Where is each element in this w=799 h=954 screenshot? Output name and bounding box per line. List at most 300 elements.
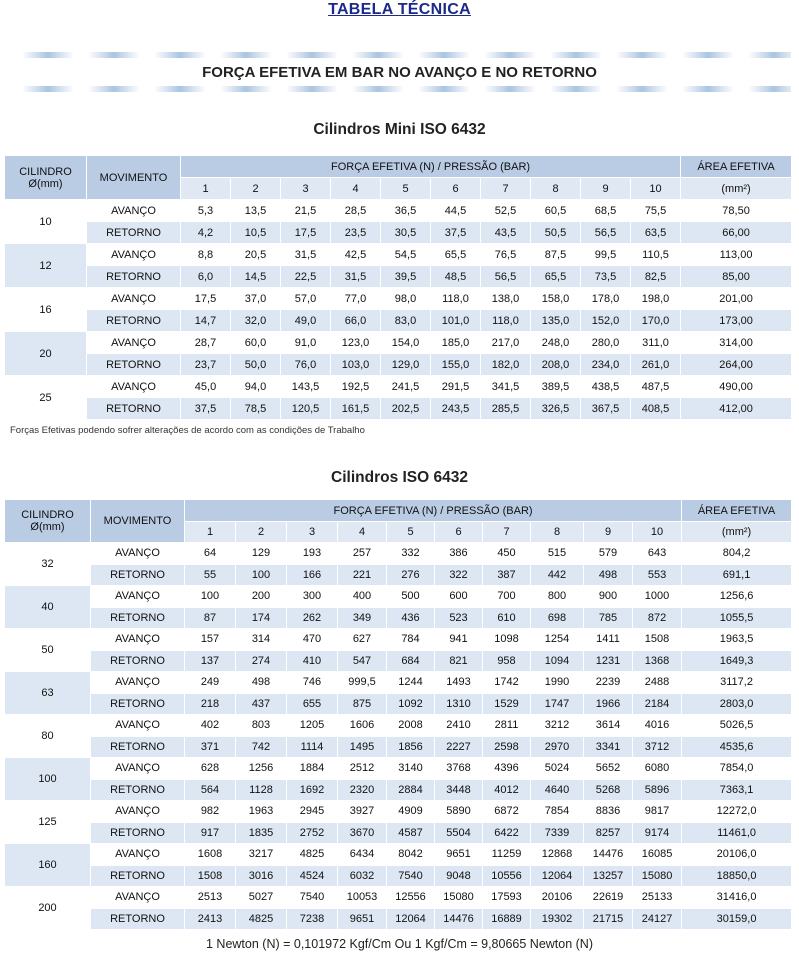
force-value-cell: 6032 xyxy=(338,865,387,887)
force-value-cell: 241,5 xyxy=(381,376,431,398)
force-value-cell: 1094 xyxy=(531,650,584,672)
force-value-cell: 28,7 xyxy=(181,332,231,354)
force-value-cell: 7339 xyxy=(531,822,584,844)
area-unit-header: (mm²) xyxy=(681,178,792,200)
movement-cell: RETORNO xyxy=(91,693,185,715)
force-value-cell: 100 xyxy=(236,564,287,586)
cylinder-diameter-cell: 20 xyxy=(5,332,87,376)
cylinder-diameter-cell: 63 xyxy=(5,672,91,715)
force-value-cell: 523 xyxy=(435,607,483,629)
force-value-cell: 82,5 xyxy=(631,266,681,288)
force-value-cell: 50,0 xyxy=(231,354,281,376)
force-value-cell: 31,5 xyxy=(331,266,381,288)
force-value-cell: 9651 xyxy=(338,908,387,930)
table-row xyxy=(5,908,792,930)
movement-cell: AVANÇO xyxy=(91,672,185,694)
force-value-cell: 1529 xyxy=(483,693,531,715)
working-conditions-note: Forças Efetivas podendo sofrer alterações de acordo com as condições de Trabalho xyxy=(10,425,365,436)
cilindro-header xyxy=(5,156,87,200)
force-value-cell: 65,5 xyxy=(531,266,581,288)
force-value-cell: 32,0 xyxy=(231,310,281,332)
force-value-cell: 192,5 xyxy=(331,376,381,398)
table-row xyxy=(5,244,792,266)
table-row xyxy=(5,376,792,398)
force-value-cell: 123,0 xyxy=(331,332,381,354)
effective-area-cell: 1055,5 xyxy=(682,607,792,629)
force-value-cell: 349 xyxy=(338,607,387,629)
force-value-cell: 21715 xyxy=(584,908,633,930)
cylinder-diameter-cell: 100 xyxy=(5,758,91,801)
force-value-cell: 785 xyxy=(584,607,633,629)
pressure-header: 3 xyxy=(281,178,331,200)
force-value-cell: 234,0 xyxy=(581,354,631,376)
movement-cell: RETORNO xyxy=(87,354,181,376)
force-value-cell: 8836 xyxy=(584,801,633,823)
force-value-cell: 31,5 xyxy=(281,244,331,266)
force-value-cell: 872 xyxy=(633,607,682,629)
force-value-cell: 14,5 xyxy=(231,266,281,288)
force-value-cell: 155,0 xyxy=(431,354,481,376)
force-value-cell: 12064 xyxy=(387,908,435,930)
force-value-cell: 152,0 xyxy=(581,310,631,332)
force-value-cell: 5024 xyxy=(531,758,584,780)
force-value-cell: 64 xyxy=(185,543,236,565)
cylinder-diameter-cell: 200 xyxy=(5,887,91,930)
force-value-cell: 5890 xyxy=(435,801,483,823)
force-value-cell: 17,5 xyxy=(281,222,331,244)
force-value-cell: 498 xyxy=(584,564,633,586)
table-row xyxy=(5,693,792,715)
force-value-cell: 3140 xyxy=(387,758,435,780)
movement-cell: RETORNO xyxy=(91,908,185,930)
force-value-cell: 2598 xyxy=(483,736,531,758)
force-value-cell: 698 xyxy=(531,607,584,629)
table-row xyxy=(5,354,792,376)
force-value-cell: 3212 xyxy=(531,715,584,737)
force-value-cell: 900 xyxy=(584,586,633,608)
table-row xyxy=(5,844,792,866)
movement-cell: RETORNO xyxy=(91,607,185,629)
force-value-cell: 3016 xyxy=(236,865,287,887)
force-value-cell: 2320 xyxy=(338,779,387,801)
iso-section-title: Cilindros ISO 6432 xyxy=(331,469,468,486)
force-value-cell: 1411 xyxy=(584,629,633,651)
force-value-cell: 1000 xyxy=(633,586,682,608)
banner-top-wave xyxy=(8,52,791,58)
force-value-cell: 5896 xyxy=(633,779,682,801)
area-header: ÁREA EFETIVA xyxy=(682,500,792,522)
movement-cell: AVANÇO xyxy=(87,244,181,266)
force-value-cell: 261,0 xyxy=(631,354,681,376)
cylinder-diameter-cell: 10 xyxy=(5,200,87,244)
force-value-cell: 3927 xyxy=(338,801,387,823)
force-value-cell: 120,5 xyxy=(281,398,331,420)
force-value-cell: 13257 xyxy=(584,865,633,887)
pressure-header: 7 xyxy=(483,522,531,543)
force-value-cell: 221 xyxy=(338,564,387,586)
force-value-cell: 6434 xyxy=(338,844,387,866)
effective-area-cell: 7854,0 xyxy=(682,758,792,780)
force-value-cell: 746 xyxy=(287,672,338,694)
force-value-cell: 78,5 xyxy=(231,398,281,420)
force-value-cell: 10556 xyxy=(483,865,531,887)
force-value-cell: 43,5 xyxy=(481,222,531,244)
force-value-cell: 643 xyxy=(633,543,682,565)
table-row xyxy=(5,266,792,288)
cilindro-header-line2: Ø(mm) xyxy=(28,177,63,190)
movement-cell: AVANÇO xyxy=(91,586,185,608)
force-value-cell: 300 xyxy=(287,586,338,608)
force-value-cell: 170,0 xyxy=(631,310,681,332)
force-value-cell: 2184 xyxy=(633,693,682,715)
pressure-header: 9 xyxy=(584,522,633,543)
table-row xyxy=(5,629,792,651)
force-value-cell: 65,5 xyxy=(431,244,481,266)
effective-area-cell: 7363,1 xyxy=(682,779,792,801)
force-value-cell: 198,0 xyxy=(631,288,681,310)
force-value-cell: 1835 xyxy=(236,822,287,844)
force-value-cell: 941 xyxy=(435,629,483,651)
effective-area-cell: 173,00 xyxy=(681,310,792,332)
effective-area-cell: 1256,6 xyxy=(682,586,792,608)
effective-area-cell: 2803,0 xyxy=(682,693,792,715)
force-value-cell: 25133 xyxy=(633,887,682,909)
force-value-cell: 400 xyxy=(338,586,387,608)
force-value-cell: 1856 xyxy=(387,736,435,758)
force-value-cell: 700 xyxy=(483,586,531,608)
force-value-cell: 23,7 xyxy=(181,354,231,376)
pressure-header: 4 xyxy=(338,522,387,543)
force-value-cell: 498 xyxy=(236,672,287,694)
cylinder-diameter-cell: 16 xyxy=(5,288,87,332)
force-value-cell: 22619 xyxy=(584,887,633,909)
force-value-cell: 2513 xyxy=(185,887,236,909)
force-value-cell: 367,5 xyxy=(581,398,631,420)
force-value-cell: 402 xyxy=(185,715,236,737)
pressure-header: 9 xyxy=(581,178,631,200)
movement-cell: RETORNO xyxy=(87,398,181,420)
force-value-cell: 3341 xyxy=(584,736,633,758)
force-value-cell: 437 xyxy=(236,693,287,715)
movement-cell: RETORNO xyxy=(91,865,185,887)
effective-area-cell: 314,00 xyxy=(681,332,792,354)
force-value-cell: 4524 xyxy=(287,865,338,887)
pressure-header: 10 xyxy=(631,178,681,200)
force-value-cell: 262 xyxy=(287,607,338,629)
force-value-cell: 16085 xyxy=(633,844,682,866)
effective-area-cell: 412,00 xyxy=(681,398,792,420)
force-value-cell: 655 xyxy=(287,693,338,715)
force-value-cell: 98,0 xyxy=(381,288,431,310)
effective-area-cell: 804,2 xyxy=(682,543,792,565)
force-value-cell: 182,0 xyxy=(481,354,531,376)
movimento-header: MOVIMENTO xyxy=(87,156,181,200)
force-value-cell: 553 xyxy=(633,564,682,586)
cylinder-diameter-cell: 50 xyxy=(5,629,91,672)
force-value-cell: 243,5 xyxy=(431,398,481,420)
table-row xyxy=(5,310,792,332)
force-value-cell: 579 xyxy=(584,543,633,565)
mini-iso-table xyxy=(4,155,792,420)
table-row xyxy=(5,887,792,909)
force-value-cell: 12868 xyxy=(531,844,584,866)
force-value-cell: 257 xyxy=(338,543,387,565)
table-row xyxy=(5,543,792,565)
cilindro-header-line2: Ø(mm) xyxy=(30,521,65,533)
force-value-cell: 12556 xyxy=(387,887,435,909)
table-row xyxy=(5,288,792,310)
force-value-cell: 217,0 xyxy=(481,332,531,354)
force-value-cell: 103,0 xyxy=(331,354,381,376)
force-value-cell: 627 xyxy=(338,629,387,651)
force-value-cell: 1606 xyxy=(338,715,387,737)
force-value-cell: 2413 xyxy=(185,908,236,930)
force-value-cell: 101,0 xyxy=(431,310,481,332)
force-value-cell: 17,5 xyxy=(181,288,231,310)
movement-cell: RETORNO xyxy=(87,222,181,244)
cylinder-diameter-cell: 12 xyxy=(5,244,87,288)
force-value-cell: 143,5 xyxy=(281,376,331,398)
effective-area-cell: 490,00 xyxy=(681,376,792,398)
force-value-cell: 49,0 xyxy=(281,310,331,332)
force-value-cell: 37,5 xyxy=(181,398,231,420)
force-value-cell: 2008 xyxy=(387,715,435,737)
force-value-cell: 1692 xyxy=(287,779,338,801)
table-row xyxy=(5,200,792,222)
force-value-cell: 1244 xyxy=(387,672,435,694)
force-value-cell: 9048 xyxy=(435,865,483,887)
force-value-cell: 1495 xyxy=(338,736,387,758)
force-value-cell: 547 xyxy=(338,650,387,672)
cilindro-header-line1: CILINDRO xyxy=(21,509,74,521)
force-value-cell: 4012 xyxy=(483,779,531,801)
force-value-cell: 248,0 xyxy=(531,332,581,354)
movement-cell: AVANÇO xyxy=(91,887,185,909)
force-value-cell: 4909 xyxy=(387,801,435,823)
force-value-cell: 6872 xyxy=(483,801,531,823)
force-value-cell: 91,0 xyxy=(281,332,331,354)
force-value-cell: 628 xyxy=(185,758,236,780)
force-value-cell: 178,0 xyxy=(581,288,631,310)
pressure-header: 5 xyxy=(387,522,435,543)
force-value-cell: 7540 xyxy=(287,887,338,909)
force-value-cell: 66,0 xyxy=(331,310,381,332)
pressure-header: 8 xyxy=(531,522,584,543)
force-value-cell: 276 xyxy=(387,564,435,586)
force-value-cell: 3670 xyxy=(338,822,387,844)
effective-area-cell: 12272,0 xyxy=(682,801,792,823)
pressure-header: 1 xyxy=(181,178,231,200)
page-title: TABELA TÉCNICA xyxy=(328,1,471,18)
movement-cell: AVANÇO xyxy=(91,715,185,737)
pressure-header: 7 xyxy=(481,178,531,200)
force-value-cell: 37,0 xyxy=(231,288,281,310)
force-value-cell: 322 xyxy=(435,564,483,586)
force-value-cell: 99,5 xyxy=(581,244,631,266)
force-value-cell: 14476 xyxy=(584,844,633,866)
force-value-cell: 1128 xyxy=(236,779,287,801)
table-row xyxy=(5,564,792,586)
force-value-cell: 3614 xyxy=(584,715,633,737)
force-value-cell: 13,5 xyxy=(231,200,281,222)
table-row xyxy=(5,865,792,887)
force-value-cell: 76,5 xyxy=(481,244,531,266)
force-value-cell: 56,5 xyxy=(481,266,531,288)
force-value-cell: 4640 xyxy=(531,779,584,801)
force-value-cell: 7238 xyxy=(287,908,338,930)
effective-area-cell: 85,00 xyxy=(681,266,792,288)
force-value-cell: 6,0 xyxy=(181,266,231,288)
force-value-cell: 118,0 xyxy=(431,288,481,310)
force-value-cell: 800 xyxy=(531,586,584,608)
force-value-cell: 129 xyxy=(236,543,287,565)
force-value-cell: 22,5 xyxy=(281,266,331,288)
force-value-cell: 166 xyxy=(287,564,338,586)
movement-cell: RETORNO xyxy=(91,779,185,801)
banner-bottom-wave xyxy=(8,86,791,92)
table-row xyxy=(5,607,792,629)
cylinder-diameter-cell: 125 xyxy=(5,801,91,844)
movement-cell: RETORNO xyxy=(91,736,185,758)
force-value-cell: 610 xyxy=(483,607,531,629)
force-value-cell: 500 xyxy=(387,586,435,608)
force-value-cell: 55 xyxy=(185,564,236,586)
pressure-header: 10 xyxy=(633,522,682,543)
effective-area-cell: 691,1 xyxy=(682,564,792,586)
force-value-cell: 50,5 xyxy=(531,222,581,244)
force-value-cell: 76,0 xyxy=(281,354,331,376)
effective-area-cell: 30159,0 xyxy=(682,908,792,930)
force-value-cell: 24127 xyxy=(633,908,682,930)
force-value-cell: 5268 xyxy=(584,779,633,801)
cylinder-diameter-cell: 40 xyxy=(5,586,91,629)
force-value-cell: 94,0 xyxy=(231,376,281,398)
effective-area-cell: 264,00 xyxy=(681,354,792,376)
force-value-cell: 174 xyxy=(236,607,287,629)
force-value-cell: 1098 xyxy=(483,629,531,651)
cilindro-header-line1: CILINDRO xyxy=(19,165,72,178)
forca-header: FORÇA EFETIVA (N) / PRESSÃO (BAR) xyxy=(181,156,681,178)
movement-cell: RETORNO xyxy=(87,266,181,288)
force-value-cell: 1963 xyxy=(236,801,287,823)
table-row xyxy=(5,758,792,780)
force-value-cell: 60,0 xyxy=(231,332,281,354)
force-value-cell: 73,5 xyxy=(581,266,631,288)
conversion-footer: 1 Newton (N) = 0,101972 Kgf/Cm Ou 1 Kgf/Cm = 9,80665 Newton (N) xyxy=(206,937,593,951)
force-value-cell: 48,5 xyxy=(431,266,481,288)
cylinder-diameter-cell: 80 xyxy=(5,715,91,758)
force-value-cell: 249 xyxy=(185,672,236,694)
force-value-cell: 54,5 xyxy=(381,244,431,266)
force-value-cell: 3217 xyxy=(236,844,287,866)
force-value-cell: 218 xyxy=(185,693,236,715)
force-value-cell: 6422 xyxy=(483,822,531,844)
force-value-cell: 1508 xyxy=(633,629,682,651)
force-value-cell: 12064 xyxy=(531,865,584,887)
force-value-cell: 8257 xyxy=(584,822,633,844)
force-value-cell: 118,0 xyxy=(481,310,531,332)
movement-cell: AVANÇO xyxy=(91,844,185,866)
force-value-cell: 2227 xyxy=(435,736,483,758)
force-value-cell: 208,0 xyxy=(531,354,581,376)
pressure-header: 6 xyxy=(431,178,481,200)
force-value-cell: 87,5 xyxy=(531,244,581,266)
pressure-header: 8 xyxy=(531,178,581,200)
movement-cell: RETORNO xyxy=(91,650,185,672)
force-value-cell: 30,5 xyxy=(381,222,431,244)
force-value-cell: 200 xyxy=(236,586,287,608)
movimento-header: MOVIMENTO xyxy=(91,500,185,543)
force-value-cell: 1231 xyxy=(584,650,633,672)
force-value-cell: 9651 xyxy=(435,844,483,866)
force-value-cell: 487,5 xyxy=(631,376,681,398)
force-value-cell: 2512 xyxy=(338,758,387,780)
effective-area-cell: 4535,6 xyxy=(682,736,792,758)
effective-area-cell: 20106,0 xyxy=(682,844,792,866)
table-row xyxy=(5,222,792,244)
pressure-header: 6 xyxy=(435,522,483,543)
force-value-cell: 4,2 xyxy=(181,222,231,244)
force-value-cell: 75,5 xyxy=(631,200,681,222)
force-value-cell: 4825 xyxy=(287,844,338,866)
force-value-cell: 5027 xyxy=(236,887,287,909)
force-value-cell: 4587 xyxy=(387,822,435,844)
force-value-cell: 408,5 xyxy=(631,398,681,420)
effective-area-cell: 1649,3 xyxy=(682,650,792,672)
force-value-cell: 68,5 xyxy=(581,200,631,222)
force-value-cell: 821 xyxy=(435,650,483,672)
force-value-cell: 154,0 xyxy=(381,332,431,354)
effective-area-cell: 3117,2 xyxy=(682,672,792,694)
force-value-cell: 37,5 xyxy=(431,222,481,244)
force-value-cell: 371 xyxy=(185,736,236,758)
force-value-cell: 515 xyxy=(531,543,584,565)
force-value-cell: 314 xyxy=(236,629,287,651)
movement-cell: AVANÇO xyxy=(91,543,185,565)
force-value-cell: 87 xyxy=(185,607,236,629)
force-value-cell: 2811 xyxy=(483,715,531,737)
force-value-cell: 326,5 xyxy=(531,398,581,420)
force-value-cell: 2410 xyxy=(435,715,483,737)
force-value-cell: 15080 xyxy=(633,865,682,887)
force-value-cell: 9817 xyxy=(633,801,682,823)
force-value-cell: 39,5 xyxy=(381,266,431,288)
force-value-cell: 83,0 xyxy=(381,310,431,332)
force-value-cell: 137 xyxy=(185,650,236,672)
force-value-cell: 4016 xyxy=(633,715,682,737)
force-value-cell: 1990 xyxy=(531,672,584,694)
movement-cell: AVANÇO xyxy=(87,332,181,354)
force-value-cell: 1256 xyxy=(236,758,287,780)
force-value-cell: 1966 xyxy=(584,693,633,715)
force-value-cell: 36,5 xyxy=(381,200,431,222)
force-value-cell: 386 xyxy=(435,543,483,565)
force-value-cell: 193 xyxy=(287,543,338,565)
effective-area-cell: 78,50 xyxy=(681,200,792,222)
force-value-cell: 7540 xyxy=(387,865,435,887)
force-value-cell: 14476 xyxy=(435,908,483,930)
force-value-cell: 19302 xyxy=(531,908,584,930)
movement-cell: AVANÇO xyxy=(91,801,185,823)
force-value-cell: 291,5 xyxy=(431,376,481,398)
force-value-cell: 45,0 xyxy=(181,376,231,398)
table-row xyxy=(5,779,792,801)
table-row xyxy=(5,586,792,608)
force-value-cell: 1884 xyxy=(287,758,338,780)
force-value-cell: 3712 xyxy=(633,736,682,758)
force-value-cell: 4825 xyxy=(236,908,287,930)
pressure-header: 4 xyxy=(331,178,381,200)
